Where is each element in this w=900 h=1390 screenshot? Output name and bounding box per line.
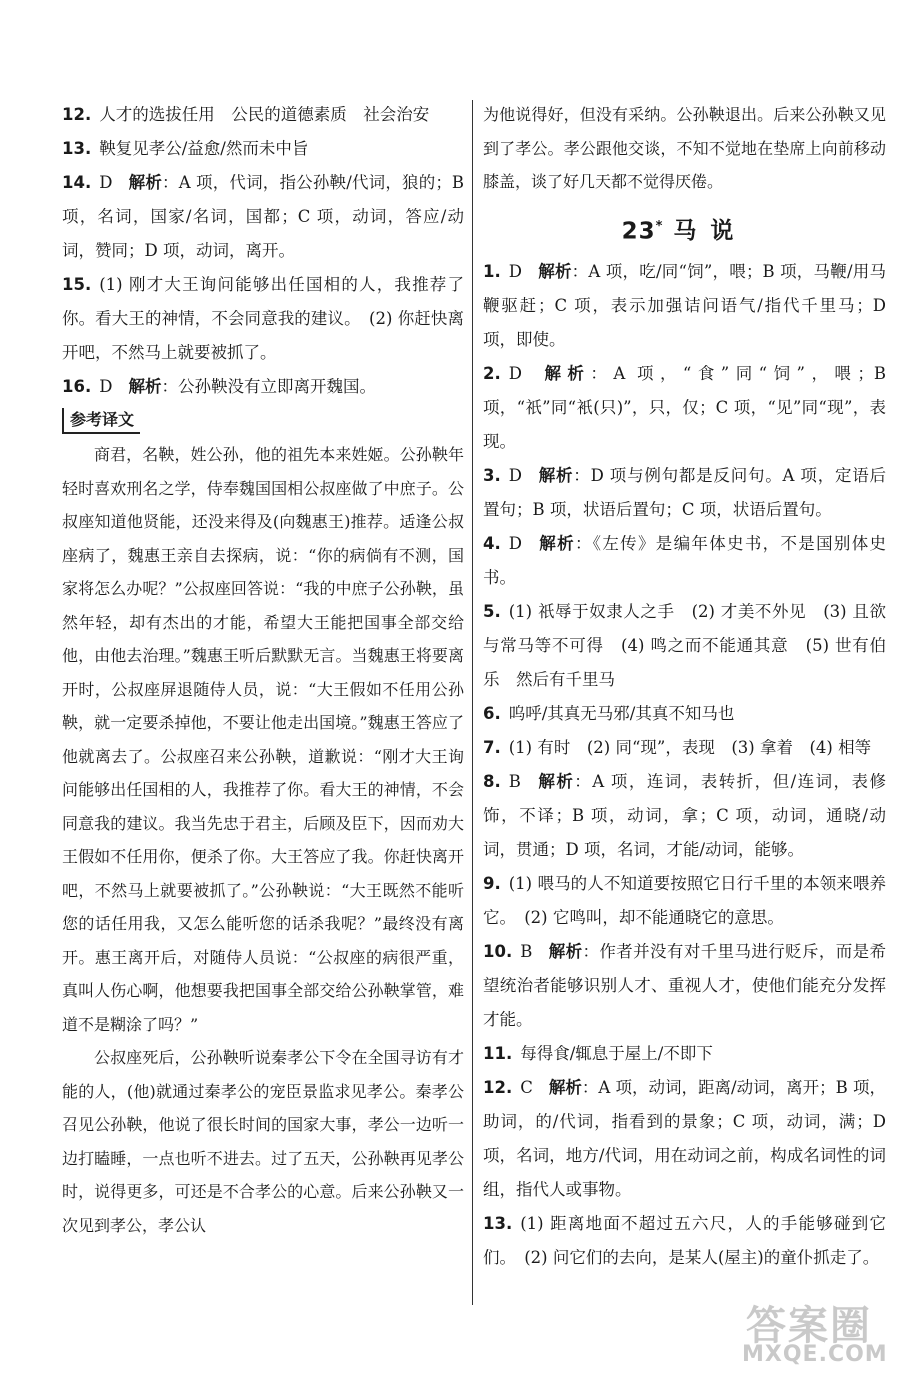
answer-14: 14. D 解析：A 项，代词，指公孙鞅/代词，狼的；B 项，名词，国家/名词，国都；C 项，动词，答应/动词，赞同；D 项，动词，离开。: [62, 173, 464, 260]
right-column: [483, 98, 886, 1275]
answer-12-right: 12. C 解析：A 项，动词，距离/动词，离开；B 项，助词，的/代词，指看到的景象；C 项，动词，满；D 项，名词，地方/代词，用在动词之前，构成名词性的词组，指代人或事物。: [483, 1078, 887, 1200]
translation-continued: 为他说得好，但没有采纳。公孙鞅退出。后来公孙鞅又见到了孝公。孝公跟他交谈，不知不觉地在垫席上向前移动膝盖，谈了好几天都不觉得厌倦。: [483, 105, 886, 191]
reference-translation-label: 参考译文: [62, 408, 140, 434]
answer-7: 7. (1) 有时 (2) 同“现”，表现 (3) 拿着 (4) 相等: [483, 738, 872, 758]
answer-1: 1. D 解析：A 项，吃/同“饲”，喂；B 项，马鞭/用马鞭驱赶；C 项，表示加强诘问语气/指代千里马；D 项，即使。: [483, 262, 886, 350]
translation-paragraph-2: 公叔座死后，公孙鞅听说秦孝公下令在全国寻访有才能的人，(他)就通过秦孝公的宠臣景监求见孝公。秦孝公召见公孙鞅，他说了很长时间的国家大事，孝公一边听一边打瞌睡，一点也听不进去。过了五天，公孙鞅再见孝公时，说得更多，可还是不合孝公的心意。后来公孙鞅又一次见到孝公，孝公认: [62, 1048, 464, 1235]
left-column: [62, 98, 464, 1242]
answer-13-right: 13. (1) 距离地面不超过五六尺，人的手能够碰到它们。 (2) 问它们的去向，是某人(屋主)的童仆抓走了。: [483, 1214, 886, 1268]
watermark-logo: 答案圈 MXQE.COM: [742, 1303, 888, 1367]
answer-13: 13. 鞅复见孝公/益愈/然而未中旨: [62, 139, 309, 158]
answer-16: 16. D 解析：公孙鞅没有立即离开魏国。: [62, 377, 376, 396]
translation-paragraph-1: 商君，名鞅，姓公孙，他的祖先本来姓姬。公孙鞅年轻时喜欢刑名之学，侍奉魏国国相公叔座做了中庶子。公叔座知道他贤能，还没来得及(向魏惠王)推荐。适逢公叔座病了，魏惠王亲自去探病，说：“你的病倘有不测，国家将怎么办呢？”公叔座回答说：“我的中庶子公孙鞅，虽然年轻，却有杰出的才能，希望大王能把国事全部交给他，由他去治理。”魏惠王听后默默无言。当魏惠王将要离开时，公叔座屏退随侍人员，说：“大王假如不任用公孙鞅，就一定要杀掉他，不要让他走出国境。”魏惠王答应了他就离去了。公叔座召来公孙鞅，道歉说：“刚才大王询问能够出任国相的人，我推荐了你。看大王的神情，不会同意我的建议。我当先忠于君主，后顾及臣下，因而劝大王假如不任用你，便杀了你。大王答应了我。你赶快离开吧，不然马上就要被抓了。”公孙鞅说：“大王既然不能听您的话任用我，又怎么能听您的话杀我呢？”最终没有离开。惠王离开后，对随侍人员说：“公叔座的病很严重，真叫人伤心啊，他想要我把国事全部交给公孙鞅掌管，难道不是糊涂了吗？”: [62, 445, 464, 1034]
answer-15: 15. (1) 刚才大王询问能够出任国相的人，我推荐了你。看大王的神情，不会同意我的建议。 (2) 你赶快离开吧，不然马上就要被抓了。: [62, 275, 464, 362]
answer-8: 8. B 解析：A 项，连词，表转折，但/连词，表修饰，不译；B 项，动词，拿；C 项，动词，通晓/动词，贯通；D 项，名词，才能/动词，能够。: [483, 772, 886, 860]
answer-6: 6. 呜呼/其真无马邪/其真不知马也: [483, 704, 735, 724]
answer-9: 9. (1) 喂马的人不知道要按照它日行千里的本领来喂养它。 (2) 它鸣叫，却不能通晓它的意思。: [483, 874, 886, 928]
answer-2: 2. D 解析：A 项，“食”同“饲”，喂；B 项，“祇”同“衹(只)”，只，仅；C 项，“见”同“现”，表现。: [483, 364, 886, 452]
answer-3: 3. D 解析：D 项与例句都是反问句。A 项，定语后置句；B 项，状语后置句；C 项，状语后置句。: [483, 466, 887, 520]
answer-12: 12. 人才的选拔任用 公民的道德素质 社会治安: [62, 105, 430, 124]
answer-11: 11. 每得食/辄息于屋上/不即下: [483, 1044, 713, 1064]
answer-4: 4. D 解析：《左传》是编年体史书，不是国别体史书。: [483, 534, 887, 588]
section-title: 23* 马说: [621, 218, 748, 245]
answer-5: 5. (1) 祇辱于奴隶人之手 (2) 才美不外见 (3) 且欲与常马等不可得 (4) 鸣之而不能通其意 (5) 世有伯乐 然后有千里马: [483, 602, 886, 690]
column-divider: [472, 100, 473, 1305]
answer-10: 10. B 解析：作者并没有对千里马进行贬斥，而是希望统治者能够识别人才、重视人才，使他们能充分发挥才能。: [483, 942, 887, 1030]
